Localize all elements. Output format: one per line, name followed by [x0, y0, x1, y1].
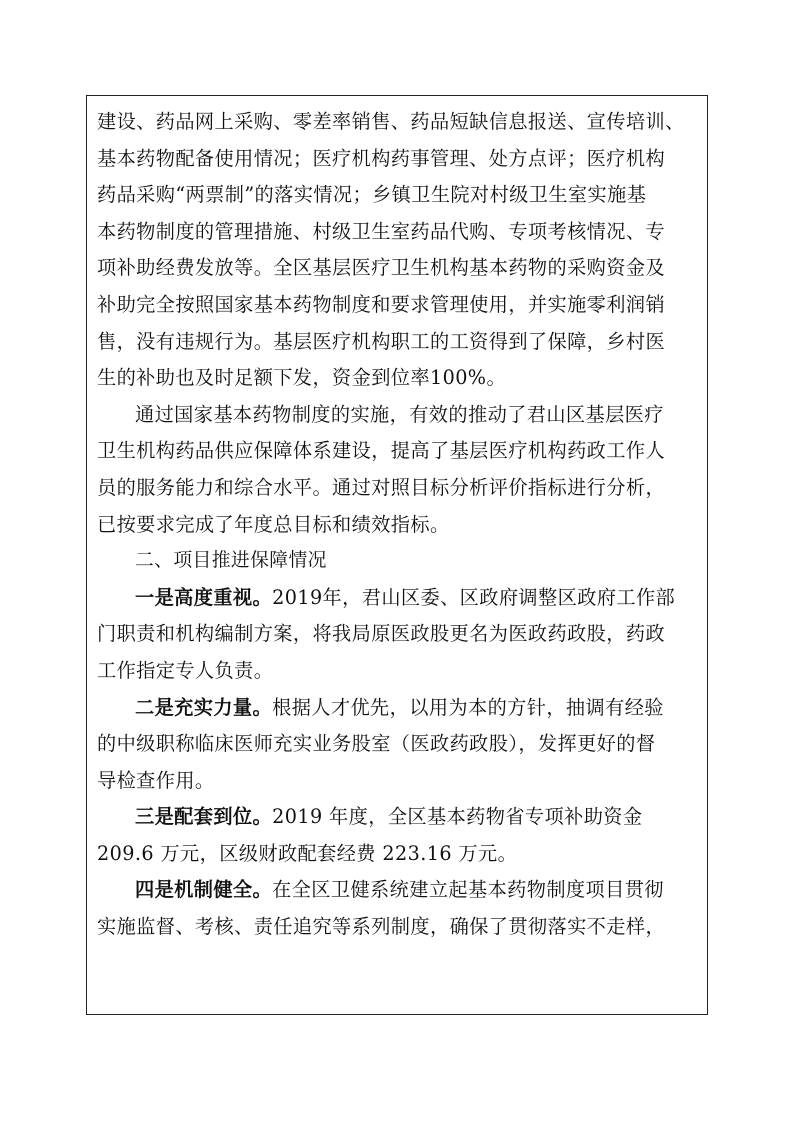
section-heading — [97, 543, 699, 580]
text-line — [97, 287, 699, 324]
paragraph-start-line — [97, 580, 699, 617]
line-text: 2019年，君山区委、区政府调整区政府工作部 — [272, 585, 676, 609]
paragraph-start-line — [97, 872, 699, 909]
paragraph-start-line — [97, 690, 699, 727]
bold-lead: 二是充实力量。 — [135, 695, 273, 719]
text-line — [97, 653, 699, 690]
line-text: 员的服务能力和综合水平。通过对照目标分析评价指标进行分析， — [97, 475, 666, 499]
line-text: 药品采购“两票制”的落实情况；乡镇卫生院对村级卫生室实施基 — [97, 183, 647, 207]
line-text: 卫生机构药品供应保障体系建设，提高了基层医疗机构药政工作人 — [97, 439, 666, 463]
section-heading-text: 二、项目推进保障情况 — [135, 550, 327, 572]
line-text: 2019 年度，全区基本药物省专项补助资金 — [272, 805, 643, 829]
line-text: 补助完全按照国家基本药物制度和要求管理使用，并实施零利润销 — [97, 292, 666, 316]
paragraph-start-line — [97, 799, 699, 836]
text-line — [97, 507, 699, 544]
line-text: 售，没有违规行为。基层医疗机构职工的工资得到了保障，乡村医 — [97, 329, 666, 353]
document-frame — [86, 95, 708, 1015]
document-body — [97, 104, 699, 946]
text-line — [97, 470, 699, 507]
line-text: 根据人才优先，以用为本的方针，抽调有经验 — [272, 695, 664, 719]
line-text: 本药物制度的管理措施、村级卫生室药品代购、专项考核情况、专 — [97, 219, 666, 243]
text-line — [97, 104, 699, 141]
line-text: 通过国家基本药物制度的实施，有效的推动了君山区基层医疗 — [135, 402, 664, 426]
text-line — [97, 250, 699, 287]
text-line — [97, 177, 699, 214]
line-text: 已按要求完成了年度总目标和绩效指标。 — [97, 512, 450, 536]
text-line — [97, 433, 699, 470]
line-text: 生的补助也及时足额下发，资金到位率100%。 — [97, 366, 507, 390]
line-text: 基本药物配备使用情况；医疗机构药事管理、处方点评；医疗机构 — [97, 146, 666, 170]
bold-lead: 四是机制健全。 — [135, 878, 273, 902]
line-text: 项补助经费发放等。全区基层医疗卫生机构基本药物的采购资金及 — [97, 256, 666, 280]
text-line — [97, 214, 699, 251]
text-line — [97, 763, 699, 800]
line-text: 工作指定专人负责。 — [97, 658, 274, 682]
line-text: 在全区卫健系统建立起基本药物制度项目贯彻 — [272, 878, 664, 902]
line-text: 建设、药品网上采购、零差率销售、药品短缺信息报送、宣传培训、 — [97, 110, 685, 133]
line-text: 209.6 万元，区级财政配套经费 223.16 万元。 — [97, 841, 518, 865]
text-line — [97, 616, 699, 653]
text-line — [97, 360, 699, 397]
bold-lead: 三是配套到位。 — [135, 805, 273, 829]
line-text: 导检查作用。 — [97, 768, 215, 792]
text-line — [97, 726, 699, 763]
paragraph-start-line — [97, 397, 699, 434]
line-text: 的中级职称临床医师充实业务股室（医政药政股），发挥更好的督 — [97, 732, 656, 756]
line-text: 门职责和机构编制方案，将我局原医政股更名为医政药政股，药政 — [97, 622, 666, 646]
text-line — [97, 909, 699, 946]
text-line — [97, 836, 699, 873]
text-line — [97, 141, 699, 178]
text-line — [97, 324, 699, 361]
line-text: 实施监督、考核、责任追究等系列制度，确保了贯彻落实不走样， — [97, 915, 666, 939]
bold-lead: 一是高度重视。 — [135, 585, 273, 609]
